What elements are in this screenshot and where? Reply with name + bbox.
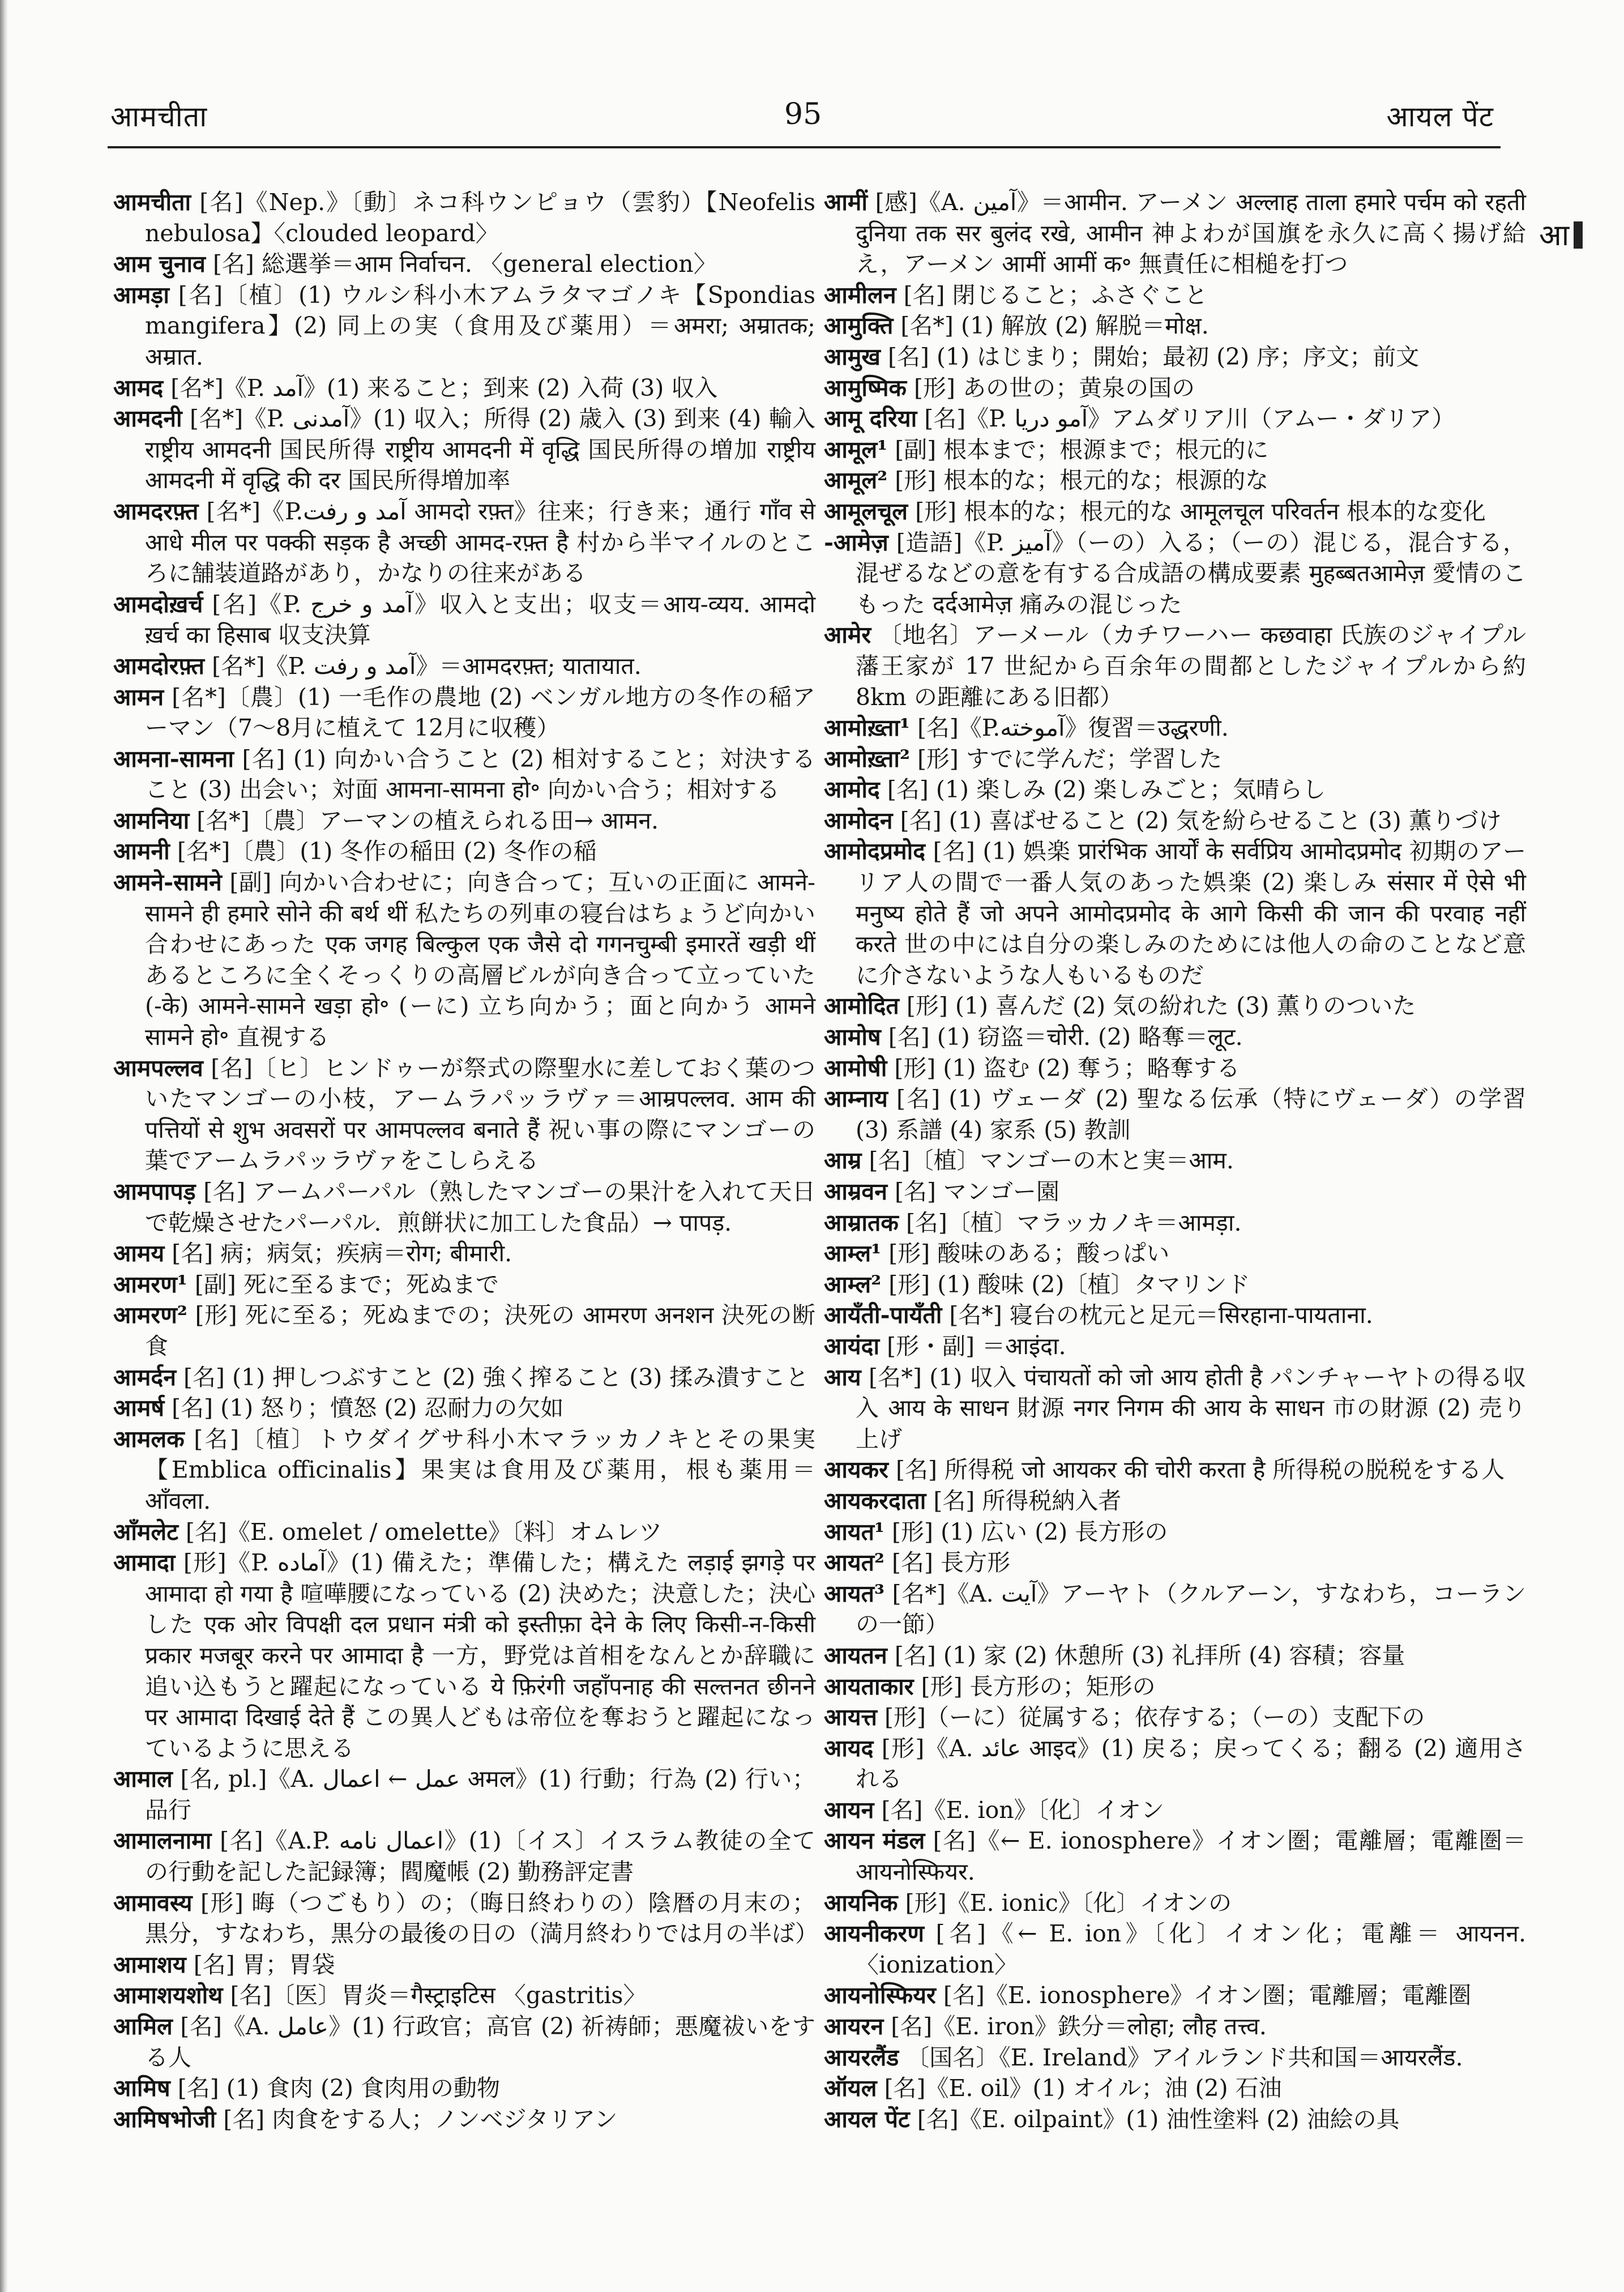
dictionary-entry: [824, 1238, 1526, 1269]
entry-definition: [形] すでに学んだ；学習した: [909, 745, 1223, 772]
entry-definition: [名] (1) 押しつぶすこと (2) 強く搾ること (3) 揉み潰すこと: [176, 1363, 809, 1391]
dictionary-entry: [113, 1825, 815, 1887]
entry-headword: आमपापड़: [113, 1178, 196, 1205]
dictionary-entry: [113, 1949, 815, 1981]
header-rule: [108, 146, 1501, 148]
entry-headword: आयरन: [824, 2013, 884, 2041]
dictionary-entry: [113, 1053, 815, 1176]
entry-headword: आम्रवन: [824, 1178, 887, 1205]
dictionary-entry: [113, 682, 815, 744]
entry-headword: आँमलेट: [113, 1518, 178, 1546]
entry-definition: [名]〔植〕(1) ウルシ科小木アムラタマゴノキ【Spondias mangifera】(2) 同上の実（食用及び薬用）＝अमरा; अम्रातक; अम्रात.: [145, 281, 815, 370]
entry-headword: आयंदा: [824, 1332, 880, 1360]
entry-headword: आमाशय: [113, 1950, 186, 1978]
entry-headword: आयनीकरण: [824, 1920, 924, 1948]
dictionary-entry: [113, 836, 815, 867]
entry-headword: आयत्त: [824, 1704, 878, 1731]
entry-definition: [形] 酸味のある；酸っぱい: [881, 1240, 1170, 1267]
dictionary-entry: [113, 1269, 815, 1300]
dictionary-entry: [113, 1888, 818, 1949]
entry-definition: [造語]《P. آمیز》（ーの）入る；（ーの）混じる，混合する，混ぜるなどの意を有する合成語の構成要素 मुहब्बतआमेज़ 愛情のこもった दर्दआमेज़ 痛みの混じった: [856, 528, 1527, 618]
entry-definition: [名*]《A. آیت》アーヤト（クルアーン，すなわち，コーランの一節）: [856, 1580, 1526, 1638]
entry-definition: [副] 向かい合わせに；向き合って；互いの正面に आमने-सामने ही हमारे सोने की बर्थ थीं 私たちの列車の寝台はちょうど向かい合わせにあった एक जगह बिल्कुल एक जैसे दो गगनचुम्बी इमारतें खड़ी थीं あるところに全くそっくりの高層ビルが向き合って立っていた (-के) आमने-सामने खड़ा हो॰ (ーに) 立ち向かう；面と向かう आमने सामने हो॰ 直視する: [145, 869, 815, 1051]
dictionary-entry: [824, 1918, 1526, 1980]
dictionary-entry: [824, 2104, 1526, 2135]
dictionary-entry: [824, 1053, 1526, 1084]
entry-headword: आमेर: [824, 621, 871, 649]
dictionary-entry: [824, 744, 1526, 775]
entry-definition: 〔国名〕《E. Ireland》アイルランド共和国＝आयरलैंड.: [899, 2043, 1463, 2071]
entry-headword: आमोदप्रमोद: [824, 838, 926, 865]
entry-headword: आमदनी: [113, 405, 182, 433]
entry-definition: [形] (1) 喜んだ (2) 気の紛れた (3) 薫りのついた: [899, 992, 1416, 1020]
dictionary-entry: [824, 1733, 1526, 1795]
entry-headword: आमोदित: [824, 992, 899, 1020]
entry-definition: [名] 病；病気；疾病＝रोग; बीमारी.: [164, 1240, 512, 1267]
entry-headword: आमन: [113, 683, 164, 711]
entry-headword: आमलक: [113, 1425, 185, 1453]
dictionary-entry: [824, 1454, 1526, 1486]
entry-headword: आम्ल¹: [824, 1240, 882, 1267]
entry-headword: आमूल²: [824, 467, 888, 494]
entry-headword: आय: [824, 1363, 861, 1391]
entry-definition: [名]《A. عامل》(1) 行政官；高官 (2) 祈祷師；悪魔祓いをする人: [145, 2013, 816, 2071]
entry-definition: [感]《A. آمین》＝आमीन. アーメン अल्लाह ताला हमारे पर्चम को रहती दुनिया तक सर बुलंद रखे, आमीन 神よわが国旗を永久に高く揚げ給え，アーメン आमीं आमीं क॰ 無責任に相槌を打つ: [856, 189, 1526, 278]
entry-definition: [名] 胃；胃袋: [186, 1950, 335, 1978]
entry-definition: [名] 所得税納入者: [926, 1487, 1122, 1514]
entry-definition: [名*]《P. آمد و رفت》＝आमदरफ़्त; यातायात.: [204, 652, 642, 680]
entry-headword: आमूलचूल: [824, 497, 908, 525]
dictionary-entry: [113, 651, 815, 682]
dictionary-entry: [113, 2011, 815, 2073]
running-head-left: आमचीता: [110, 100, 208, 133]
entry-definition: [名]《P. آمد و خرج》収入と支出；収支＝आय-व्यय. आमदो ख़र्च का हिसाब 収支決算: [145, 590, 816, 649]
dictionary-entry: [113, 1517, 815, 1548]
entry-headword: आमोषी: [824, 1054, 887, 1082]
entry-definition: [名*]〔農〕アーマンの植えられる田→ आमन.: [189, 806, 659, 834]
dictionary-entry: [824, 2073, 1526, 2104]
entry-definition: [形] (1) 酸味 (2)〔植〕タマリンド: [881, 1270, 1250, 1298]
entry-headword: आमनिया: [113, 806, 190, 834]
entry-definition: [名]《E. oilpaint》(1) 油性塗料 (2) 油絵の具: [909, 2105, 1400, 2133]
dictionary-entry: [824, 403, 1526, 434]
entry-definition: [名]《E. ionosphere》イオン圏；電離層；電離圏: [935, 1982, 1472, 2009]
entry-definition: [名]〔植〕マラッカノキ＝आमड़ा.: [898, 1209, 1242, 1236]
entry-headword: आमावस्य: [113, 1889, 193, 1917]
entry-headword: आमीलन: [824, 281, 896, 309]
entry-definition: [名, pl.]《A. عمل ← اعمال अमल》(1) 行動；行為 (2) 行い；品行: [145, 1765, 815, 1824]
entry-definition: [名] 閉じること；ふさぐこと: [896, 281, 1208, 309]
entry-headword: आमना-सामना: [113, 745, 234, 772]
dictionary-entry: [113, 589, 815, 651]
entry-definition: [名] (1) はじまり；開始；最初 (2) 序；序文；前文: [880, 343, 1420, 370]
entry-headword: आमदोरफ़्त: [113, 652, 205, 680]
entry-headword: आयनोस्फियर: [824, 1982, 936, 2009]
dictionary-entry: [824, 1517, 1526, 1548]
entry-headword: आमनी: [113, 838, 170, 865]
entry-definition: [名] (1) 楽しみ (2) 楽しみごと；気晴らし: [879, 776, 1326, 804]
dictionary-entry: [824, 1145, 1526, 1176]
entry-definition: [名]《A.P. اعمال نامه》(1)〔イス〕イスラム教徒の全ての行動を記した記録簿；閻魔帳 (2) 勤務評定書: [145, 1827, 816, 1886]
dictionary-entry: [824, 342, 1526, 373]
dictionary-entry: [113, 1393, 815, 1424]
dictionary-entry: [824, 527, 1526, 620]
dictionary-entry: [824, 1888, 1526, 1919]
dictionary-entry: [113, 1764, 815, 1825]
entry-headword: आयत²: [824, 1549, 885, 1577]
entry-definition: [名]《P. آمو دریا》アムダリア川（アムー・ダリア）: [917, 405, 1455, 433]
entry-definition: [形]（ーに）従属する；依存する；（ーの）支配下の: [877, 1704, 1425, 1731]
entry-headword: आमिषभोजी: [113, 2105, 216, 2133]
dictionary-entry: [824, 1671, 1526, 1702]
dictionary-entry: [824, 187, 1526, 280]
entry-definition: [名]《← E. ionosphere》イオン圏；電離層；電離圏＝आयनोस्फियर.: [856, 1827, 1526, 1886]
entry-definition: [名*]《P.آمد و رفت आमदो रफ़्त》往来；行き来；通行 गाँव से आधे मील पर पक्की सड़क है अच्छी आमद-रफ़्त है 村から半マイルのところに舗装道路があり，かなりの往来がある: [145, 497, 815, 587]
entry-headword: आमोदन: [824, 806, 893, 834]
entry-headword: आमपल्लव: [113, 1054, 203, 1082]
entry-headword: आयद: [824, 1734, 874, 1762]
entry-definition: [名]〔医〕胃炎＝गैस्ट्राइटिस 〈gastritis〉: [223, 1982, 647, 2009]
entry-headword: आमालनामा: [113, 1827, 212, 1855]
scan-edge-shadow: [0, 0, 8, 2292]
dictionary-entry: [824, 1331, 1526, 1362]
entry-definition: [形]《E. ionic》〔化〕イオンの: [898, 1889, 1232, 1917]
entry-definition: [名]《E. ion》〔化〕イオン: [874, 1796, 1164, 1824]
entry-headword: आमू दरिया: [824, 405, 917, 433]
entry-headword: आमोख़्ता²: [824, 745, 910, 772]
entry-headword: आमोद: [824, 776, 880, 804]
dictionary-entry: [824, 1207, 1526, 1239]
entry-definition: [名] アームパーパル（熟したマンゴーの果汁を入れて天日で乾燥させたパーパル．煎餅状に加工した食品）→ पापड़.: [145, 1178, 815, 1236]
entry-headword: आमने-सामने: [113, 869, 222, 897]
entry-headword: आमचीता: [113, 189, 191, 216]
entry-headword: आमीं: [824, 189, 868, 216]
dictionary-entry: [824, 1825, 1526, 1887]
thumb-index: [1539, 214, 1583, 254]
dictionary-entry: [113, 1980, 815, 2011]
entry-definition: [名]《Nep.》〔動〕ネコ科ウンピョウ（雲豹）【Neofelis nebulosa】〈clouded leopard〉: [145, 189, 815, 247]
dictionary-entry: [113, 867, 815, 1053]
entry-definition: [名]《E. oil》(1) オイル；油 (2) 石油: [877, 2075, 1282, 2102]
dictionary-entry: [113, 373, 815, 404]
entry-headword: आमिष: [113, 2075, 170, 2102]
dictionary-entry: [824, 1640, 1526, 1671]
dictionary-entry: [824, 805, 1526, 836]
entry-headword: आमोख़्ता¹: [824, 714, 910, 742]
entry-headword: आमाशयशोथ: [113, 1982, 223, 2009]
entry-headword: आमद: [113, 374, 164, 402]
entry-headword: आमुख: [824, 343, 881, 370]
entry-headword: आयत³: [824, 1580, 885, 1607]
entry-headword: आमदरफ़्त: [113, 497, 199, 525]
entry-definition: [名] (1) 家 (2) 休憩所 (3) 礼拝所 (4) 容積；容量: [887, 1641, 1405, 1669]
dictionary-entry: [113, 744, 815, 805]
dictionary-entry: [824, 1795, 1526, 1826]
dictionary-entry: [824, 1980, 1526, 2011]
entry-definition: [名*]《P. آمد》(1) 来ること；到来 (2) 入荷 (3) 収入: [163, 374, 718, 402]
dictionary-entry: [113, 1300, 815, 1361]
entry-headword: आमरण²: [113, 1301, 187, 1329]
entry-headword: आमड़ा: [113, 281, 169, 309]
dictionary-entry: [113, 403, 815, 496]
entry-headword: आयरलैंड: [824, 2043, 899, 2071]
entry-definition: [形・副] ＝आइंदा.: [879, 1332, 1066, 1360]
entry-headword: आयतन: [824, 1641, 887, 1669]
entry-definition: [名*] 寝台の枕元と足元＝सिरहाना-पायताना.: [942, 1301, 1373, 1329]
entry-definition: [名]〔植〕トウダイグサ科小木マラッカノキとその果実【Emblica officinalis】果実は食用及び薬用，根も薬用＝आँवला.: [145, 1425, 815, 1514]
entry-definition: [名]《← E. ion》〔化〕イオン化；電離＝ आयनन. 〈ionization〉: [856, 1920, 1526, 1978]
dictionary-entry: [113, 496, 815, 589]
entry-headword: -आमेज़: [824, 528, 888, 556]
entry-definition: [名] (1) ヴェーダ (2) 聖なる伝承（特にヴェーダ）の学習 (3) 系譜 (4) 家系 (5) 教訓: [856, 1085, 1526, 1143]
entry-headword: आयन मंडल: [824, 1827, 925, 1855]
entry-definition: [形] 長方形の；矩形の: [913, 1672, 1156, 1700]
entry-headword: आम्रातक: [824, 1209, 899, 1236]
entry-definition: [名]〔植〕マンゴーの木と実＝आम.: [861, 1147, 1234, 1175]
entry-definition: [名]《E. omelet / omelette》〔料〕オムレツ: [178, 1518, 663, 1546]
dictionary-entry: [113, 1362, 815, 1393]
entry-definition: [名] 所得税 जो आयकर की चोरी करता है 所得税の脱税をする人: [888, 1456, 1505, 1484]
dictionary-entry: [824, 2011, 1526, 2042]
entry-headword: आयल पेंट: [824, 2105, 910, 2133]
entry-definition: [名] マンゴー園: [887, 1178, 1060, 1205]
entry-definition: [形] 根本的な；根元的な आमूलचूल परिवर्तन 根本的な変化: [908, 497, 1486, 525]
entry-definition: [名] (1) 喜ばせること (2) 気を紛らせること (3) 薫りづけ: [892, 806, 1502, 834]
dictionary-entry: [113, 187, 815, 249]
entry-headword: आम चुनाव: [113, 250, 206, 278]
entry-definition: [名] (1) 向かい合うこと (2) 相対すること；対決すること (3) 出会い；対面 आमना-सामना हो॰ 向かい合う；相対する: [145, 745, 815, 804]
entry-headword: आमरण¹: [113, 1270, 187, 1298]
entry-headword: आमुक्ति: [824, 312, 894, 340]
entry-headword: आयत¹: [824, 1518, 885, 1546]
entry-headword: ऑयल: [824, 2075, 877, 2102]
dictionary-entry: [824, 1269, 1526, 1300]
dictionary-entry: [113, 280, 815, 373]
entry-headword: आमोष: [824, 1023, 881, 1051]
entry-headword: आमर्ष: [113, 1394, 165, 1422]
dictionary-entry: [824, 465, 1526, 496]
entry-headword: आयन: [824, 1796, 874, 1824]
right-column: [824, 187, 1526, 2135]
dictionary-entry: [824, 280, 1526, 311]
dictionary-entry: [824, 1083, 1526, 1145]
dictionary-entry: [824, 434, 1526, 466]
entry-definition: [形] 晦（つごもり）の；（晦日終わりの）陰暦の月末の；黒分，すなわち，黒分の最後の日の（満月終わりでは月の半ば）: [145, 1889, 818, 1948]
dictionary-entry: [113, 249, 815, 280]
running-head-right: आयल पेंट: [1386, 100, 1494, 133]
entry-headword: आम्नाय: [824, 1085, 888, 1113]
entry-definition: [名*] (1) 解放 (2) 解脱＝मोक्ष.: [893, 312, 1209, 340]
entry-definition: [名] (1) 食肉 (2) 食肉用の動物: [170, 2075, 501, 2102]
entry-definition: [副] 根本まで；根源まで；根元的に: [887, 436, 1269, 463]
dictionary-entry: [113, 1424, 815, 1517]
entry-headword: आयँती-पायँती: [824, 1301, 942, 1329]
page-number: 95: [784, 97, 822, 131]
entry-definition: [名]《P.آموخته》復習＝उद्धरणी.: [909, 714, 1229, 742]
dictionary-entry: [824, 620, 1526, 712]
entry-definition: [形] あの世の；黄泉の国の: [907, 374, 1195, 402]
entry-definition: [名] 長方形: [884, 1549, 1011, 1577]
entry-definition: [名*]〔農〕(1) 冬作の稲田 (2) 冬作の稲: [169, 838, 597, 865]
dictionary-entry: [824, 774, 1526, 805]
entry-definition: [名] (1) 窃盗＝चोरी. (2) 略奪＝लूट.: [881, 1023, 1243, 1051]
entry-headword: आयकर: [824, 1456, 888, 1484]
dictionary-entry: [824, 1022, 1526, 1053]
dictionary-entry: [824, 1486, 1526, 1517]
entry-definition: [形] (1) 盗む (2) 奪う；略奪する: [887, 1054, 1240, 1082]
dictionary-entry: [824, 496, 1526, 527]
dictionary-entry: [824, 1300, 1526, 1331]
dictionary-entry: [824, 712, 1526, 744]
entry-definition: [名] (1) 娯楽 प्रारंभिक आर्यों के सर्वप्रिय आमोदप्रमोद 初期のアーリア人の間で一番人気のあった娯楽 (2) 楽しみ संसार में ऐसे भी मनुष्य होते हैं जो अपने आमोदप्रमोद के आगे किसी की जान की परवाह नहीं करते 世の中には自分の楽しみのためには他人の命のことなど意に介さないような人もいるものだ: [856, 838, 1526, 989]
dictionary-entry: [824, 991, 1526, 1022]
entry-definition: [名]〔ヒ〕ヒンドゥーが祭式の際聖水に差しておく葉のついたマンゴーの小枝，アームラパッラヴァ＝आम्रपल्लव. आम की पत्तियों से शुभ अवसरों पर आमपल्लव बनाते हैं 祝い事の際にマンゴーの葉でアームラパッラヴァをこしらえる: [145, 1054, 815, 1175]
dictionary-entry: [113, 805, 815, 836]
entry-definition: [名]《E. iron》鉄分＝लोहा; लौह तत्त्व.: [883, 2013, 1267, 2041]
dictionary-entry: [113, 2104, 815, 2135]
entry-definition: [名*]〔農〕(1) 一毛作の農地 (2) ベンガル地方の冬作の稲アーマン（7〜8月に植えて 12月に収穫）: [145, 683, 815, 742]
entry-definition: [形] 死に至る；死ぬまでの；決死の आमरण अनशन 決死の断食: [145, 1301, 815, 1360]
entry-definition: [形]《A. عائد आइद》(1) 戻る；戻ってくる；翻る (2) 適用される: [856, 1734, 1526, 1793]
dictionary-entry: [824, 1702, 1526, 1733]
entry-headword: आम्र: [824, 1147, 862, 1175]
dictionary-entry: [824, 310, 1526, 342]
dictionary-entry: [824, 1362, 1526, 1455]
entry-headword: आमाल: [113, 1765, 173, 1793]
dictionary-entry: [824, 2042, 1526, 2073]
dictionary-entry: [824, 373, 1526, 404]
entry-headword: आयनिक: [824, 1889, 898, 1917]
entry-headword: आम्ल²: [824, 1270, 882, 1298]
entry-headword: आमूल¹: [824, 436, 888, 463]
entry-definition: [名] 肉食をする人；ノンベジタリアン: [216, 2105, 618, 2133]
dictionary-entry: [824, 1578, 1526, 1640]
entry-definition: [形]《P. آماده》(1) 備えた；準備した；構えた लड़ाई झगड़े पर आमादा हो गया है 喧嘩腰になっている (2) 決めた；決意した；決心した एक ओर विपक्षी दल प्रधान मंत्री को इस्तीफ़ा देने के लिए किसी-न-किसी प्रकार मजबूर करने पर आमादा है 一方，野党は首相をなんとか辞職に追い込もうと躍起になっている ये फ़िरंगी जहाँपनाह की सल्तनत छीनने पर आमादा दिखाई देते हैं この異人どもは帝位を奪おうと躍起になっているように思える: [145, 1549, 815, 1762]
entry-definition: [名*] (1) 収入 पंचायतों को जो आय होती है パンチャーヤトの得る収入 आय के साधन 財源 नगर निगम की आय के साधन 市の財源 (2) 売り上げ: [856, 1363, 1526, 1453]
entry-headword: आमुष्मिक: [824, 374, 907, 402]
entry-headword: आयकरदाता: [824, 1487, 926, 1514]
entry-definition: 〔地名〕アーメール（カチワーハー कछवाहा 氏族のジャイプル藩王家が 17 世紀から百余年の間都としたジャイプルから約8km の距離にある旧都）: [856, 621, 1526, 711]
dictionary-entry: [113, 1238, 815, 1269]
dictionary-entry: [824, 1547, 1526, 1578]
entry-definition: [副] 死に至るまで；死ぬまで: [187, 1270, 499, 1298]
entry-headword: आमय: [113, 1240, 165, 1267]
thumb-index-bar: [1574, 221, 1583, 249]
dictionary-entry: [824, 1176, 1526, 1207]
entry-definition: [名*]《P. آمدنی》(1) 収入；所得 (2) 歳入 (3) 到来 (4) 輸入 राष्ट्रीय आमदनी 国民所得 राष्ट्रीय आमदनी में वृद्धि 国民所得の増加 राष्ट्रीय आमदनी में वृद्धि की दर 国民所得増加率: [145, 405, 815, 494]
dictionary-entry: [113, 2073, 815, 2104]
dictionary-entry: [113, 1176, 815, 1238]
entry-headword: आमदोख़र्च: [113, 590, 203, 618]
entry-headword: आमादा: [113, 1549, 176, 1577]
entry-definition: [形] 根本的な；根元的な；根源的な: [887, 467, 1269, 494]
thumb-index-label: आ: [1539, 219, 1570, 253]
entry-definition: [名] (1) 怒り；憤怒 (2) 忍耐力の欠如: [164, 1394, 564, 1422]
entry-headword: आयताकार: [824, 1672, 914, 1700]
dictionary-entry: [824, 836, 1526, 991]
entry-headword: आमिल: [113, 2013, 173, 2041]
entry-definition: [名] 総選挙＝आम निर्वाचन. 〈general election〉: [205, 250, 717, 278]
dictionary-entry: [113, 1547, 815, 1764]
left-column: [113, 187, 818, 2135]
entry-headword: आमर्दन: [113, 1363, 176, 1391]
entry-definition: [形] (1) 広い (2) 長方形の: [884, 1518, 1168, 1546]
